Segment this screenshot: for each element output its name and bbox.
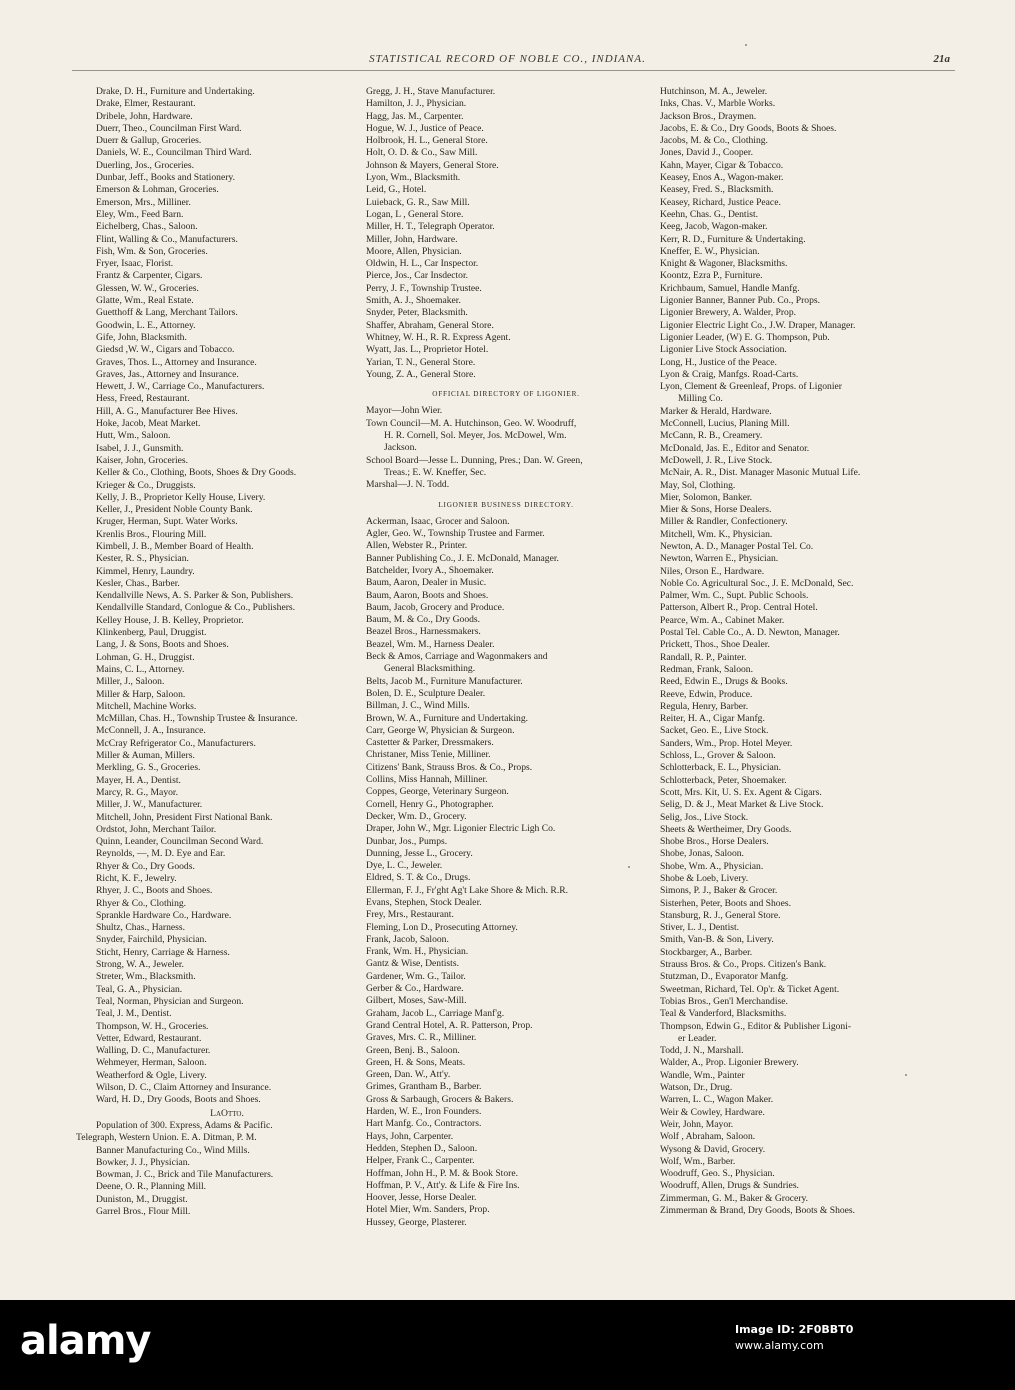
directory-entry: Gross & Sarbaugh, Grocers & Bakers. bbox=[366, 1093, 514, 1105]
directory-entry: Batchelder, Ivory A., Shoemaker. bbox=[366, 564, 494, 576]
directory-entry: Agler, Geo. W., Township Trustee and Farmer. bbox=[366, 528, 545, 540]
directory-entry: Shobe, Jonas, Saloon. bbox=[660, 848, 744, 860]
directory-entry: Miller, J. W., Manufacturer. bbox=[96, 799, 203, 811]
directory-entry: Carr, George W, Physician & Surgeon. bbox=[366, 724, 515, 736]
directory-entry: Marker & Herald, Hardware. bbox=[660, 405, 772, 417]
directory-entry: Lyon, Wm., Blacksmith. bbox=[366, 172, 461, 184]
directory-entry: Weatherford & Ogle, Livery. bbox=[96, 1069, 207, 1081]
directory-entry: Schlotterback, E. L., Physician. bbox=[660, 762, 781, 774]
column-2 bbox=[366, 86, 646, 1229]
directory-entry: Moore, Allen, Physician. bbox=[366, 245, 462, 257]
directory-entry: Ligonier Electric Light Co., J.W. Draper, Manager. bbox=[660, 319, 856, 331]
directory-entry: Lang, J. & Sons, Boots and Shoes. bbox=[96, 639, 229, 651]
laotto-heading: LaOtto. bbox=[210, 1107, 244, 1119]
directory-entry: Kahn, Mayer, Cigar & Tobacco. bbox=[660, 159, 784, 171]
directory-entry: Ward, H. D., Dry Goods, Boots and Shoes. bbox=[96, 1094, 261, 1106]
directory-entry: Beck & Amos, Carriage and Wagonmakers and bbox=[366, 651, 548, 663]
directory-entry: Leid, G., Hotel. bbox=[366, 184, 427, 196]
directory-entry: Holt, O. D. & Co., Saw Mill. bbox=[366, 147, 478, 159]
directory-entry: Randall, R. P., Painter. bbox=[660, 651, 747, 663]
beck-amos-cont: General Blacksmithing. bbox=[384, 663, 476, 675]
directory-entry: Wolf , Abraham, Saloon. bbox=[660, 1131, 756, 1143]
laotto-telegraph: Telegraph, Western Union. E. A. Ditman, P. M. bbox=[76, 1132, 257, 1144]
directory-entry: Fish, Wm. & Son, Groceries. bbox=[96, 245, 208, 257]
directory-entry: Keasey, Fred. S., Blacksmith. bbox=[660, 184, 774, 196]
directory-entry: Inks, Chas. V., Marble Works. bbox=[660, 98, 776, 110]
directory-entry: Johnson & Mayers, General Store. bbox=[366, 159, 499, 171]
directory-entry: Niles, Orson E., Hardware. bbox=[660, 565, 765, 577]
directory-entry: Hill, A. G., Manufacturer Bee Hives. bbox=[96, 405, 238, 417]
directory-entry: Hutt, Wm., Saloon. bbox=[96, 430, 171, 442]
directory-entry: Reeve, Edwin, Produce. bbox=[660, 688, 753, 700]
directory-entry: Kester, R. S., Physician. bbox=[96, 553, 189, 565]
official-mayor: Mayor—John Wier. bbox=[366, 405, 443, 417]
watermark-image-id: Image ID: 2F0BBT0 bbox=[735, 1323, 854, 1336]
directory-entry: Keller & Co., Clothing, Boots, Shoes & Dry Goods. bbox=[96, 467, 297, 479]
directory-entry: Emerson & Lohman, Groceries. bbox=[96, 184, 219, 196]
directory-entry: Kelley House, J. B. Kelley, Proprietor. bbox=[96, 614, 244, 626]
directory-entry: Wolf, Wm., Barber. bbox=[660, 1155, 736, 1167]
directory-entry: Baum, Aaron, Boots and Shoes. bbox=[366, 589, 489, 601]
directory-entry: Koontz, Ezra P., Furniture. bbox=[660, 270, 763, 282]
directory-entry: Kesler, Chas., Barber. bbox=[96, 577, 180, 589]
directory-entry: Bolen, D. E., Sculpture Dealer. bbox=[366, 687, 486, 699]
column-3 bbox=[660, 86, 942, 1217]
directory-entry: Sticht, Henry, Carriage & Harness. bbox=[96, 946, 230, 958]
watermark-site: www.alamy.com bbox=[735, 1339, 824, 1352]
directory-entry: Coppes, George, Veterinary Surgeon. bbox=[366, 786, 509, 798]
directory-entry: Sprankle Hardware Co., Hardware. bbox=[96, 909, 232, 921]
directory-entry: Ordstot, John, Merchant Tailor. bbox=[96, 823, 217, 835]
directory-entry: Green, H. & Sons, Meats. bbox=[366, 1056, 466, 1068]
directory-entry: Baum, M. & Co., Dry Goods. bbox=[366, 614, 481, 626]
directory-entry: Perry, J. F., Township Trustee. bbox=[366, 282, 482, 294]
business-directory-heading: LIGONIER BUSINESS DIRECTORY. bbox=[438, 500, 574, 509]
directory-entry: Glessen, W. W., Groceries. bbox=[96, 282, 199, 294]
directory-entry: Guetthoff & Lang, Merchant Tailors. bbox=[96, 307, 238, 319]
directory-entry: Miller & Randler, Confectionery. bbox=[660, 516, 788, 528]
official-directory-heading: OFFICIAL DIRECTORY OF LIGONIER. bbox=[432, 390, 580, 399]
directory-entry: Walling, D. C., Manufacturer. bbox=[96, 1045, 211, 1057]
directory-entry: Kendallville Standard, Conlogue & Co., Publishers. bbox=[96, 602, 296, 614]
directory-entry: Grand Central Hotel, A. R. Patterson, Prop. bbox=[366, 1019, 533, 1031]
directory-entry: Dunbar, Jeff., Books and Stationery. bbox=[96, 172, 235, 184]
directory-entry: Miller, J., Saloon. bbox=[96, 676, 165, 688]
directory-entry: McDowell, J. R., Live Stock. bbox=[660, 454, 773, 466]
directory-entry: Streter, Wm., Blacksmith. bbox=[96, 971, 196, 983]
watermark-info bbox=[735, 1322, 853, 1354]
directory-entry: Shaffer, Abraham, General Store. bbox=[366, 319, 494, 331]
directory-entry: Teal & Vanderford, Blacksmiths. bbox=[660, 1008, 787, 1020]
directory-entry: Long, H., Justice of the Peace. bbox=[660, 356, 777, 368]
paper-speck bbox=[628, 866, 630, 868]
directory-entry: Hagg, Jas. M., Carpenter. bbox=[366, 110, 464, 122]
directory-entry: Deene, O. R., Planning Mill. bbox=[96, 1181, 207, 1193]
directory-entry: Jackson Bros., Draymen. bbox=[660, 110, 757, 122]
directory-entry: Shobe, Wm. A., Physician. bbox=[660, 860, 764, 872]
directory-entry: Logan, L , General Store. bbox=[366, 208, 464, 220]
watermark-logo: alamy bbox=[20, 1318, 151, 1364]
directory-entry: Watson, Dr., Drug. bbox=[660, 1082, 733, 1094]
directory-entry: Daniels, W. E., Councilman Third Ward. bbox=[96, 147, 252, 159]
directory-entry: Lyon, Clement & Greenleaf, Props. of Ligonier bbox=[660, 381, 842, 393]
directory-entry: Belts, Jacob M., Furniture Manufacturer. bbox=[366, 675, 523, 687]
directory-entry: Reiter, H. A., Cigar Manfg. bbox=[660, 713, 765, 725]
directory-entry: Reed, Edwin E., Drugs & Books. bbox=[660, 676, 788, 688]
directory-entry: Schlotterback, Peter, Shoemaker. bbox=[660, 774, 787, 786]
directory-entry: Beazel, Wm. M., Harness Dealer. bbox=[366, 638, 495, 650]
directory-entry: Dunning, Jesse L., Grocery. bbox=[366, 847, 473, 859]
business-directory-list bbox=[366, 516, 646, 664]
directory-entry: Krenlis Bros., Flouring Mill. bbox=[96, 528, 207, 540]
directory-entry: Kimbell, J. B., Member Board of Health. bbox=[96, 540, 254, 552]
directory-entry: Miller, H. T., Telegraph Operator. bbox=[366, 221, 495, 233]
directory-entry: Ackerman, Isaac, Grocer and Saloon. bbox=[366, 515, 510, 527]
directory-entry: Gilbert, Moses, Saw-Mill. bbox=[366, 995, 467, 1007]
directory-entry: Decker, Wm. D., Grocery. bbox=[366, 810, 467, 822]
directory-entry: Mier & Sons, Horse Dealers. bbox=[660, 504, 772, 516]
directory-entry: Schloss, L., Grover & Saloon. bbox=[660, 750, 776, 762]
directory-entry: Reynolds, —, M. D. Eye and Ear. bbox=[96, 848, 226, 860]
directory-entry: Gardener, Wm. G., Tailor. bbox=[366, 970, 466, 982]
column-1 bbox=[76, 86, 358, 1218]
directory-entry: Smith, A. J., Shoemaker. bbox=[366, 295, 461, 307]
directory-entry: Brown, W. A., Furniture and Undertaking. bbox=[366, 712, 529, 724]
directory-entry: Gife, John, Blacksmith. bbox=[96, 331, 187, 343]
directory-entry: Green, Benj. B., Saloon. bbox=[366, 1044, 460, 1056]
thompson-cont: er Leader. bbox=[678, 1032, 717, 1044]
directory-entry: Banner Publishing Co., J. E. McDonald, Manager. bbox=[366, 552, 559, 564]
directory-list-3b bbox=[660, 406, 942, 1033]
directory-entry: Hussey, George, Plasterer. bbox=[366, 1216, 467, 1228]
directory-entry: Miller & Harp, Saloon. bbox=[96, 688, 186, 700]
directory-entry: Strauss Bros. & Co., Props. Citizen's Bank. bbox=[660, 959, 827, 971]
directory-entry: Pierce, Jos., Car Insdector. bbox=[366, 270, 469, 282]
directory-entry: Bowman, J. C., Brick and Tile Manufacturers. bbox=[96, 1169, 274, 1181]
directory-entry: Hoffman, P. V., Att'y. & Life & Fire Ins. bbox=[366, 1179, 520, 1191]
official-council-cont: H. R. Cornell, Sol. Meyer, Jos. McDowel, Wm. bbox=[384, 430, 567, 442]
directory-entry: Evans, Stephen, Stock Dealer. bbox=[366, 897, 482, 908]
directory-entry: Mains, C. L., Attorney. bbox=[96, 663, 185, 675]
directory-entry: Luieback, G. R., Saw Mill. bbox=[366, 196, 470, 208]
directory-entry: Castetter & Parker, Dressmakers. bbox=[366, 737, 494, 749]
directory-entry: Jacobs, E. & Co., Dry Goods, Boots & Shoes. bbox=[660, 122, 837, 134]
laotto-population: Population of 300. Express, Adams & Pacific. bbox=[96, 1119, 273, 1131]
directory-entry: Newton, A. D., Manager Postal Tel. Co. bbox=[660, 540, 814, 552]
directory-entry: May, Sol, Clothing. bbox=[660, 479, 736, 491]
directory-list-3a bbox=[660, 86, 942, 393]
directory-entry: Zimmerman & Brand, Dry Goods, Boots & Shoes. bbox=[660, 1205, 856, 1217]
directory-entry: Mitchell, Wm. K., Physician. bbox=[660, 528, 773, 540]
directory-entry: Krichbaum, Samuel, Handle Manfg. bbox=[660, 282, 800, 294]
paper-speck bbox=[745, 44, 747, 46]
directory-entry: Holbrook, H. L., General Store. bbox=[366, 135, 488, 147]
directory-entry: Hoffman, John H., P. M. & Book Store. bbox=[366, 1167, 518, 1179]
directory-entry: Hewett, J. W., Carriage Co., Manufacturers. bbox=[96, 381, 265, 393]
directory-entry: Keller, J., President Noble County Bank. bbox=[96, 504, 253, 516]
directory-entry: Dunbar, Jos., Pumps. bbox=[366, 835, 448, 847]
directory-entry: Richt, K. F., Jewelry. bbox=[96, 873, 177, 884]
directory-entry: Hoover, Jesse, Horse Dealer. bbox=[366, 1192, 477, 1204]
directory-entry: Glatte, Wm., Real Estate. bbox=[96, 295, 194, 307]
directory-entry: Gregg, J. H., Stave Manufacturer. bbox=[366, 86, 496, 97]
directory-entry: Duerr, Theo., Councilman First Ward. bbox=[96, 122, 242, 134]
directory-entry: Strong, W. A., Jeweler. bbox=[96, 959, 184, 971]
directory-entry: Hart Manfg. Co., Contractors. bbox=[366, 1118, 482, 1130]
directory-entry: Wyatt, Jas. L., Proprietor Hotel. bbox=[366, 344, 489, 356]
directory-entry: Mier, Solomon, Banker. bbox=[660, 491, 753, 503]
directory-entry: Kimmel, Henry, Laundry. bbox=[96, 565, 195, 577]
directory-entry: Graves, Mrs. C. R., Milliner. bbox=[366, 1032, 477, 1044]
directory-entry: Keasey, Richard, Justice Peace. bbox=[660, 196, 781, 208]
directory-entry: Vetter, Edward, Restaurant. bbox=[96, 1032, 202, 1044]
directory-entry: Eichelberg, Chas., Saloon. bbox=[96, 221, 198, 233]
directory-entry: Selig, Jos., Live Stock. bbox=[660, 811, 749, 823]
directory-entry: Krieger & Co., Druggists. bbox=[96, 479, 196, 491]
directory-entry: Sisterhen, Peter, Boots and Shoes. bbox=[660, 897, 791, 909]
directory-entry: Frey, Mrs., Restaurant. bbox=[366, 909, 454, 921]
directory-entry: Knight & Wagoner, Blacksmiths. bbox=[660, 258, 788, 270]
running-header-title: STATISTICAL RECORD OF NOBLE CO., INDIANA. bbox=[369, 53, 646, 65]
directory-entry: Lohman, G. H., Druggist. bbox=[96, 651, 195, 663]
directory-entry: Goodwin, L. E., Attorney. bbox=[96, 319, 196, 331]
directory-entry: Regula, Henry, Barber. bbox=[660, 700, 749, 712]
directory-entry: Merkling, G. S., Groceries. bbox=[96, 762, 201, 774]
directory-entry: Lyon & Craig, Manfgs. Road-Carts. bbox=[660, 368, 799, 380]
directory-entry: Allen, Webster R., Printer. bbox=[366, 540, 468, 552]
directory-entry: Graves, Jas., Attorney and Insurance. bbox=[96, 368, 239, 380]
directory-list-1 bbox=[96, 86, 358, 1107]
directory-entry: Shobe & Loeb, Livery. bbox=[660, 873, 749, 884]
directory-entry: Frantz & Carpenter, Cigars. bbox=[96, 270, 203, 282]
directory-entry: Gerber & Co., Hardware. bbox=[366, 983, 464, 995]
directory-entry: Kerr, R. D., Furniture & Undertaking. bbox=[660, 233, 806, 245]
directory-entry: Ligonier Live Stock Association. bbox=[660, 344, 787, 356]
directory-entry: Isabel, J. J., Gunsmith. bbox=[96, 442, 184, 454]
directory-entry: Klinkenberg, Paul, Druggist. bbox=[96, 627, 207, 639]
directory-entry: Hess, Freed, Restaurant. bbox=[96, 393, 190, 405]
directory-entry: Ellerman, F. J., Fr'ght Ag't Lake Shore & Mich. R.R. bbox=[366, 884, 569, 896]
directory-entry: Ligonier Brewery, A. Walder, Prop. bbox=[660, 307, 797, 319]
directory-entry: Weir & Cowley, Hardware. bbox=[660, 1106, 765, 1118]
directory-entry: Stansburg, R. J., General Store. bbox=[660, 909, 781, 921]
directory-entry: Frank, Wm. H., Physician. bbox=[366, 946, 469, 958]
directory-entry: Sacket, Geo. E., Live Stock. bbox=[660, 725, 769, 737]
directory-entry: Whitney, W. H., R. R. Express Agent. bbox=[366, 331, 511, 343]
directory-entry: Mayer, H. A., Dentist. bbox=[96, 774, 181, 786]
directory-entry: Postal Tel. Cable Co., A. D. Newton, Manager. bbox=[660, 627, 840, 639]
directory-entry: Mitchell, John, President First National Bank. bbox=[96, 811, 273, 823]
directory-entry: McMillan, Chas. H., Township Trustee & Insurance. bbox=[96, 713, 298, 725]
directory-entry: Oldwin, H. L., Car Inspector. bbox=[366, 258, 479, 270]
directory-entry: Woodruff, Geo. S., Physician. bbox=[660, 1168, 775, 1180]
directory-entry: Palmer, Wm. C., Supt. Public Schools. bbox=[660, 590, 809, 602]
directory-entry: Eldred, S. T. & Co., Drugs. bbox=[366, 872, 471, 884]
business-directory-list-b bbox=[366, 676, 646, 1229]
directory-entry: Marcy, R. G., Mayor. bbox=[96, 786, 178, 798]
directory-entry: Baum, Aaron, Dealer in Music. bbox=[366, 577, 487, 589]
directory-entry: Duniston, M., Druggist. bbox=[96, 1193, 188, 1205]
directory-entry: McDonald, Jas. E., Editor and Senator. bbox=[660, 442, 810, 454]
directory-entry: Rhyer & Co., Clothing. bbox=[96, 897, 187, 909]
directory-entry: Ligonier Banner, Banner Pub. Co., Props. bbox=[660, 295, 821, 307]
directory-entry: Gantz & Wise, Dentists. bbox=[366, 958, 459, 970]
directory-list-2 bbox=[366, 86, 646, 381]
directory-entry: Flint, Walling & Co., Manufacturers. bbox=[96, 233, 238, 245]
directory-entry: Banner Manufacturing Co., Wind Mills. bbox=[96, 1144, 250, 1156]
directory-entry: Jones, David J., Cooper. bbox=[660, 147, 753, 159]
directory-entry: Young, Z. A., General Store. bbox=[366, 368, 476, 380]
directory-entry: Warren, L. C., Wagon Maker. bbox=[660, 1094, 774, 1106]
page-number: 21a bbox=[933, 53, 950, 65]
directory-entry: Rhyer & Co., Dry Goods. bbox=[96, 860, 195, 872]
official-school-board: School Board—Jesse L. Dunning, Pres.; Dan. W. Green, bbox=[366, 454, 583, 466]
directory-entry: Grimes, Grantham B., Barber. bbox=[366, 1081, 482, 1093]
directory-entry: Christaner, Miss Tenie, Milliner. bbox=[366, 749, 491, 761]
directory-entry: Cornell, Henry G., Photographer. bbox=[366, 798, 494, 810]
directory-entry: Giedsd ,W. W., Cigars and Tobacco. bbox=[96, 344, 235, 356]
directory-entry: Draper, John W., Mgr. Ligonier Electric Ligh Co. bbox=[366, 823, 556, 835]
directory-entry: Miller, John, Hardware. bbox=[366, 233, 458, 245]
directory-entry: McConnell, J. A., Insurance. bbox=[96, 725, 206, 737]
directory-entry: Frank, Jacob, Saloon. bbox=[366, 933, 449, 945]
directory-entry: Keehn, Chas. G., Dentist. bbox=[660, 208, 759, 220]
lyon-clement-cont: Milling Co. bbox=[678, 393, 723, 405]
directory-entry: Newton, Warren E., Physician. bbox=[660, 553, 779, 565]
directory-entry: Stiver, L. J., Dentist. bbox=[660, 922, 740, 934]
directory-entry: Kneffer, E. W., Physician. bbox=[660, 245, 760, 257]
directory-entry: Selig, D. & J., Meat Market & Live Stock. bbox=[660, 799, 824, 811]
directory-entry: Hays, John, Carpenter. bbox=[366, 1130, 454, 1142]
directory-entry: Weir, John, Mayor. bbox=[660, 1118, 734, 1130]
directory-entry: Yarian, T. N., General Store. bbox=[366, 356, 476, 368]
directory-entry: Zimmerman, G. M., Baker & Grocery. bbox=[660, 1192, 809, 1204]
directory-entry: Simons, P. J., Baker & Grocer. bbox=[660, 885, 778, 897]
directory-entry: Duerr & Gallup, Groceries. bbox=[96, 135, 202, 147]
directory-entry: Kaiser, John, Groceries. bbox=[96, 454, 189, 466]
directory-entry: Bowker, J. J., Physician. bbox=[96, 1156, 190, 1168]
directory-entry: Tobias Bros., Gen'l Merchandise. bbox=[660, 995, 788, 1007]
directory-entry: Kendallville News, A. S. Parker & Son, Publishers. bbox=[96, 590, 294, 602]
directory-entry: Kelly, J. B., Proprietor Kelly House, Livery. bbox=[96, 491, 266, 503]
directory-entry: Teal, Norman, Physician and Surgeon. bbox=[96, 995, 244, 1007]
directory-entry: Fleming, Lon D., Prosecuting Attorney. bbox=[366, 921, 518, 933]
directory-entry: Shobe Bros., Horse Dealers. bbox=[660, 836, 769, 848]
directory-entry: Teal, J. M., Dentist. bbox=[96, 1008, 172, 1020]
directory-entry: Ligonier Leader, (W) E. G. Thompson, Pub. bbox=[660, 331, 830, 343]
directory-entry: Snyder, Fairchild, Physician. bbox=[96, 934, 207, 946]
header-rule bbox=[72, 70, 955, 71]
directory-entry: McCann, R. B., Creamery. bbox=[660, 430, 763, 442]
directory-entry: Garrel Bros., Flour Mill. bbox=[96, 1206, 191, 1218]
directory-entry: Pearce, Wm. A., Cabinet Maker. bbox=[660, 614, 785, 626]
directory-entry: Thompson, W. H., Groceries. bbox=[96, 1020, 209, 1032]
directory-entry: McCray Refrigerator Co., Manufacturers. bbox=[96, 737, 256, 749]
directory-entry: Teal, G. A., Physician. bbox=[96, 983, 183, 995]
directory-entry: Jacobs, M. & Co., Clothing. bbox=[660, 135, 768, 147]
directory-entry: Rhyer, J. C., Boots and Shoes. bbox=[96, 885, 213, 897]
directory-entry: Miller & Auman, Millers. bbox=[96, 750, 195, 762]
directory-entry: Drake, D. H., Furniture and Undertaking. bbox=[96, 86, 255, 97]
directory-entry: Sweetman, Richard, Tel. Op'r. & Ticket Agent. bbox=[660, 983, 840, 995]
directory-entry: Smith, Van-B. & Son, Livery. bbox=[660, 934, 774, 946]
directory-entry: Wandle, Wm., Painter bbox=[660, 1069, 745, 1081]
directory-entry: Quinn, Leander, Councilman Second Ward. bbox=[96, 836, 264, 848]
directory-entry: Wilson, D. C., Claim Attorney and Insurance. bbox=[96, 1082, 272, 1094]
directory-entry: Wehmeyer, Herman, Saloon. bbox=[96, 1057, 207, 1069]
directory-entry: Fryer, Isaac, Florist. bbox=[96, 258, 174, 270]
directory-entry: Emerson, Mrs., Milliner. bbox=[96, 196, 191, 208]
directory-entry: Collins, Miss Hannah, Milliner. bbox=[366, 774, 488, 786]
directory-entry: Harden, W. E., Iron Founders. bbox=[366, 1106, 482, 1118]
stock-watermark-bar bbox=[0, 1300, 1015, 1390]
directory-entry: Keeg, Jacob, Wagon-maker. bbox=[660, 221, 768, 233]
directory-entry: Graham, Jacob L., Carriage Manf'g. bbox=[366, 1007, 505, 1019]
official-school-board-cont: Treas.; E. W. Kneffer, Sec. bbox=[384, 466, 487, 478]
directory-entry: Drake, Elmer, Restaurant. bbox=[96, 98, 196, 110]
directory-entry: Sanders, Wm., Prop. Hotel Meyer. bbox=[660, 737, 793, 749]
directory-entry: Sheets & Wertheimer, Dry Goods. bbox=[660, 823, 792, 835]
directory-entry: Dye, L. C., Jeweler. bbox=[366, 860, 443, 872]
directory-entry: Redman, Frank, Saloon. bbox=[660, 663, 753, 675]
directory-entry: Noble Co. Agricultural Soc., J. E. McDonald, Sec. bbox=[660, 577, 854, 589]
directory-entry: Shultz, Chas., Harness. bbox=[96, 922, 185, 934]
directory-entry: Thompson, Edwin G., Editor & Publisher Ligoni- bbox=[660, 1020, 852, 1032]
directory-list-3c bbox=[660, 1045, 942, 1217]
directory-entry: Billman, J. C., Wind Mills. bbox=[366, 700, 470, 712]
directory-entry: Prickett, Thos., Shoe Dealer. bbox=[660, 639, 770, 651]
directory-entry: Baum, Jacob, Grocery and Produce. bbox=[366, 601, 505, 613]
laotto-directory-list bbox=[96, 1145, 358, 1219]
directory-entry: Woodruff, Allen, Drugs & Sundries. bbox=[660, 1180, 799, 1192]
directory-entry: Hoke, Jacob, Meat Market. bbox=[96, 418, 201, 430]
directory-entry: McConnell, Lucius, Planing Mill. bbox=[660, 418, 790, 430]
directory-entry: McNair, A. R., Dist. Manager Masonic Mutual Life. bbox=[660, 467, 861, 479]
directory-entry: Beazel Bros., Harnessmakers. bbox=[366, 626, 481, 638]
directory-entry: Green, Dan. W., Att'y. bbox=[366, 1069, 451, 1081]
paper-speck bbox=[905, 1074, 907, 1076]
directory-entry: Dribele, John, Hardware. bbox=[96, 110, 193, 122]
directory-entry: Stutzman, D., Evaporator Manfg. bbox=[660, 971, 789, 983]
directory-entry: Hogue, W. J., Justice of Peace. bbox=[366, 122, 484, 134]
directory-entry: Snyder, Peter, Blacksmith. bbox=[366, 307, 468, 319]
directory-entry: Mitchell, Machine Works. bbox=[96, 700, 197, 712]
directory-entry: Eley, Wm., Feed Barn. bbox=[96, 208, 184, 220]
directory-entry: Hedden, Stephen D., Saloon. bbox=[366, 1142, 478, 1154]
directory-entry: Hamilton, J. J., Physician. bbox=[366, 98, 467, 110]
directory-entry: Hotel Mier, Wm. Sanders, Prop. bbox=[366, 1204, 490, 1216]
official-marshal: Marshal—J. N. Todd. bbox=[366, 479, 450, 491]
directory-entry: Walder, A., Prop. Ligonier Brewery. bbox=[660, 1057, 799, 1069]
directory-entry: Stockbarger, A., Barber. bbox=[660, 946, 753, 958]
directory-entry: Patterson, Albert R., Prop. Central Hotel. bbox=[660, 602, 818, 614]
directory-entry: Todd, J. N., Marshall. bbox=[660, 1045, 744, 1057]
directory-entry: Hutchinson, M. A., Jeweler. bbox=[660, 86, 768, 97]
directory-entry: Keasey, Enos A., Wagon-maker. bbox=[660, 172, 784, 184]
directory-entry: Citizens' Bank, Strauss Bros. & Co., Props. bbox=[366, 761, 533, 773]
official-council-cont-2: Jackson. bbox=[384, 442, 417, 454]
directory-entry: Kruger, Herman, Supt. Water Works. bbox=[96, 516, 238, 528]
directory-entry: Duerling, Jos., Groceries. bbox=[96, 159, 195, 171]
directory-entry: Wysong & David, Grocery. bbox=[660, 1143, 766, 1155]
directory-entry: Helper, Frank C., Carpenter. bbox=[366, 1155, 475, 1167]
directory-entry: Scott, Mrs. Kit, U. S. Ex. Agent & Cigars. bbox=[660, 786, 822, 798]
official-council: Town Council—M. A. Hutchinson, Geo. W. Woodruff, bbox=[366, 417, 577, 429]
directory-entry: Graves, Thos. L., Attorney and Insurance. bbox=[96, 356, 257, 368]
